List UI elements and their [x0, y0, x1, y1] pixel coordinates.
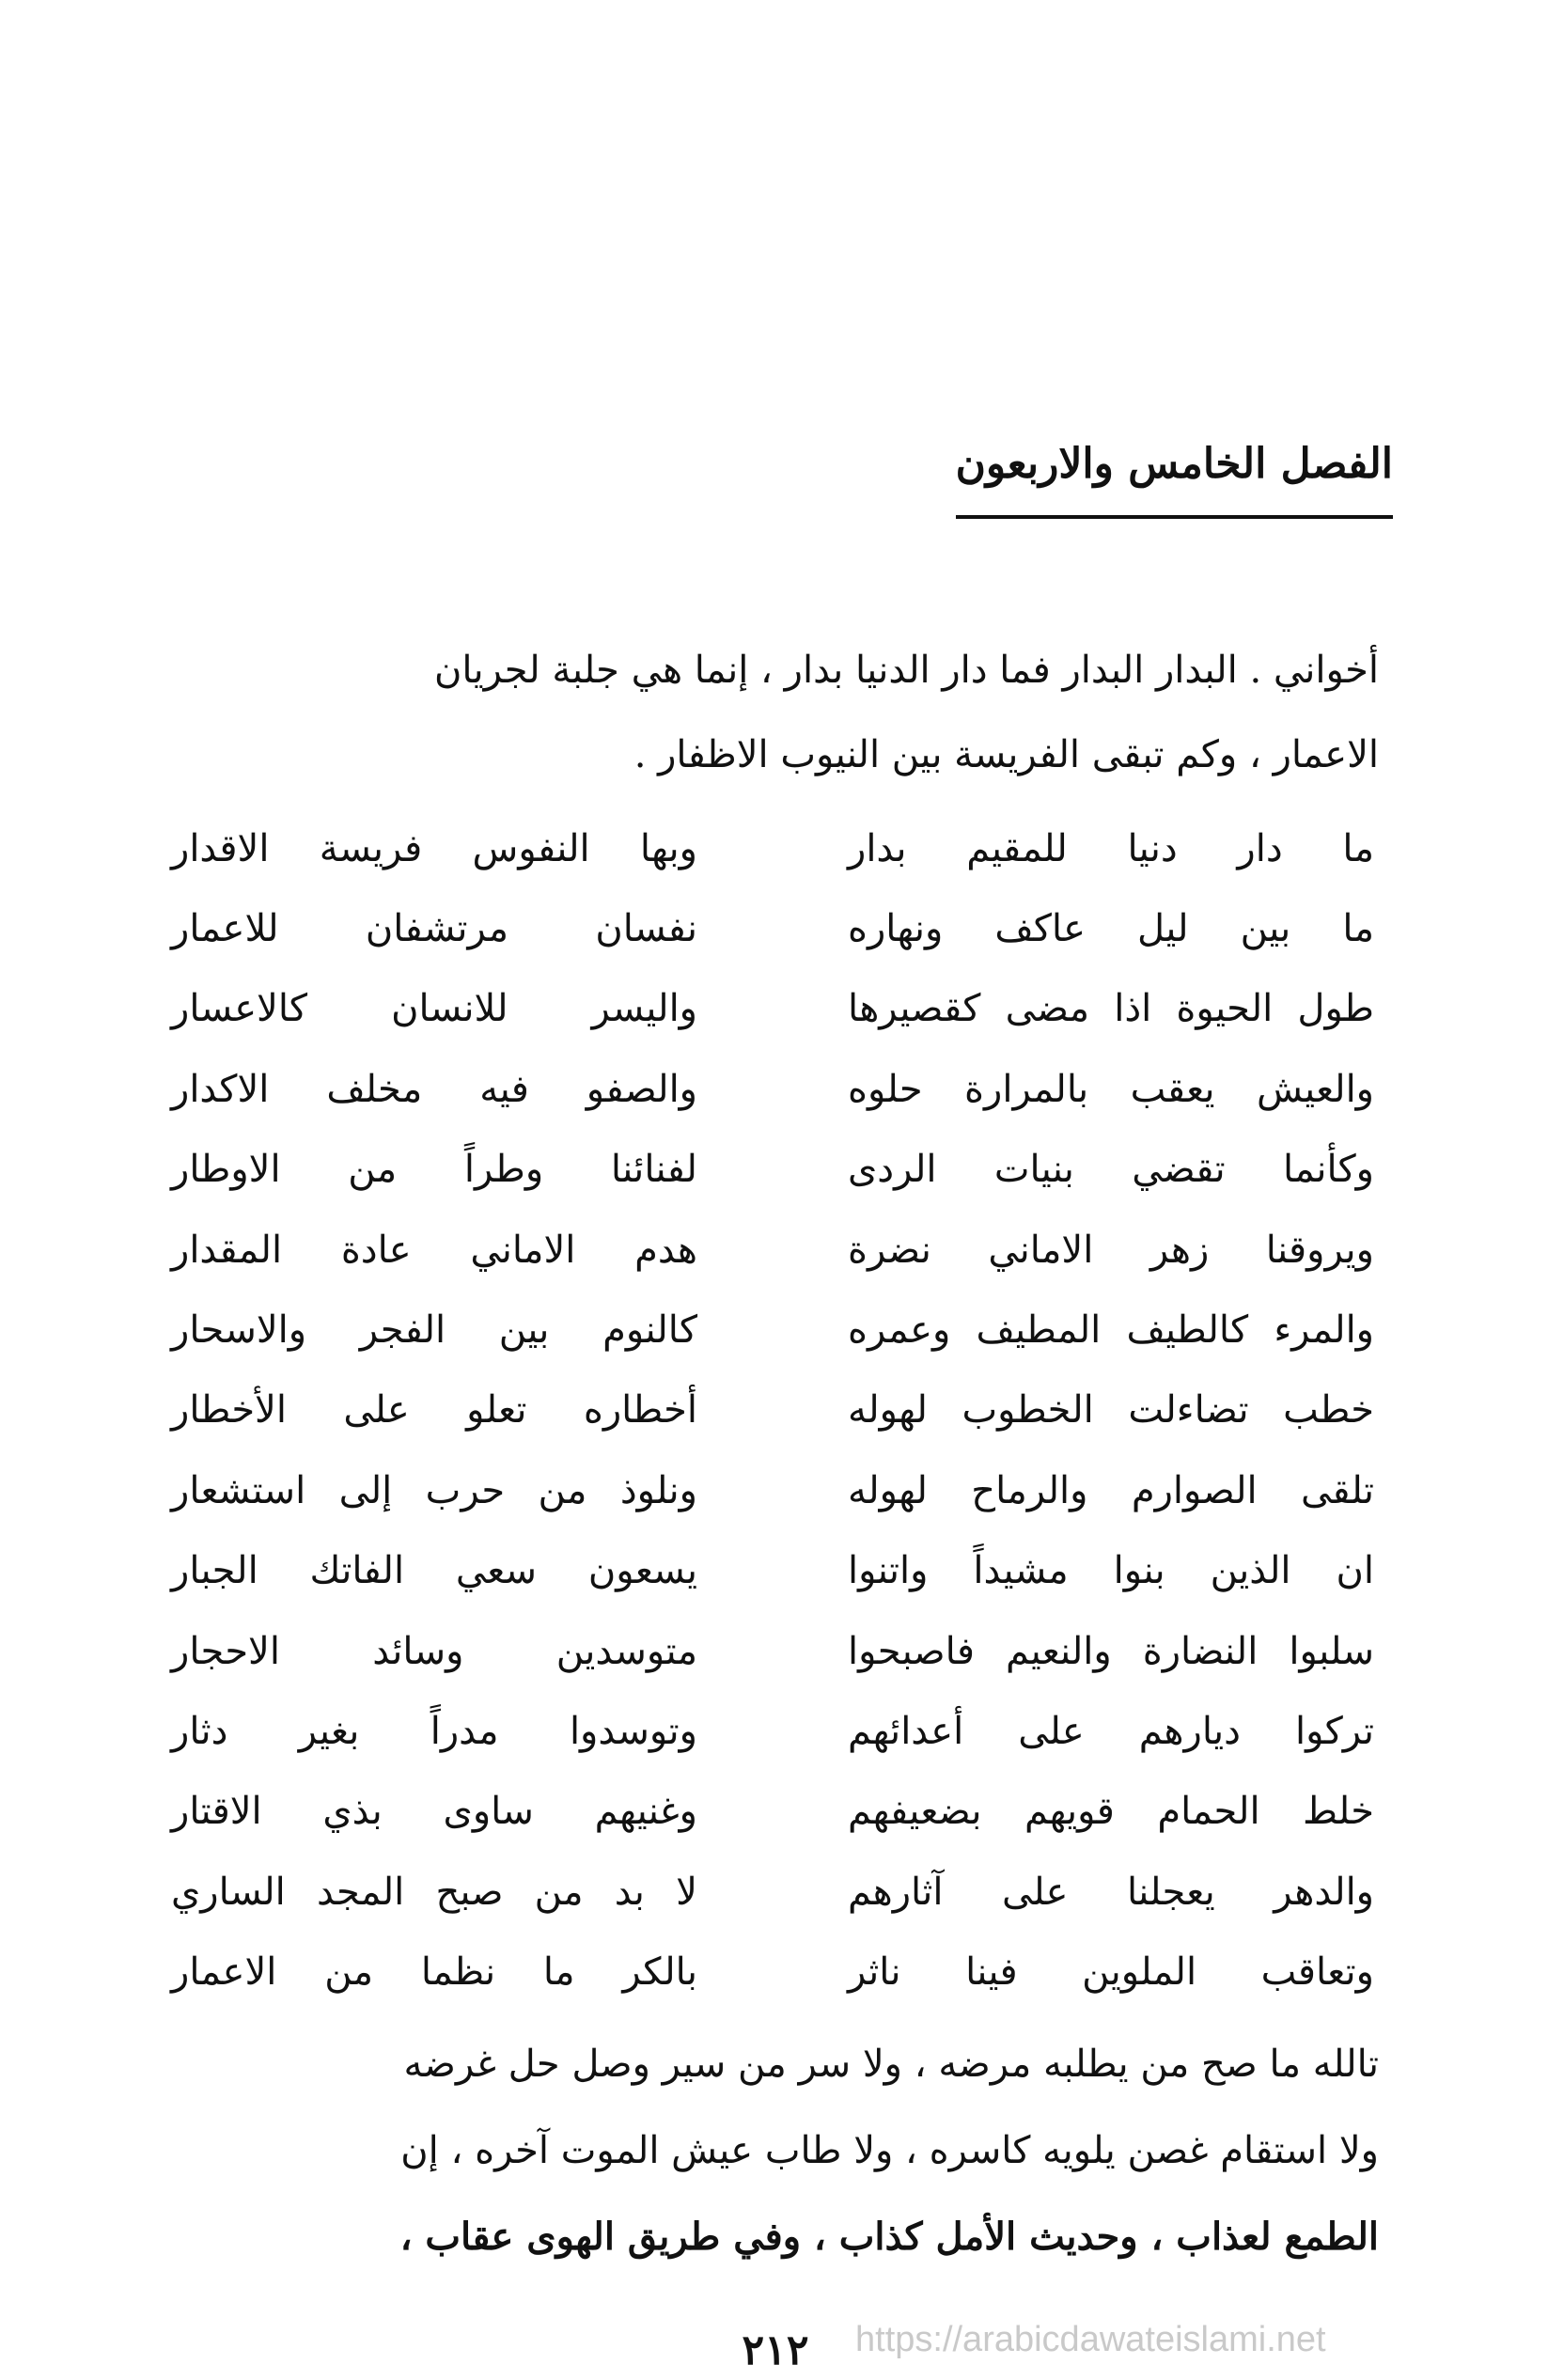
page-number: ٢١٢ — [742, 2326, 809, 2374]
verse-second-hemistich: واليسر للانسان كالاعسار — [171, 987, 697, 1031]
verse-first-hemistich: خلط الحمام قويهم بضعيفهم — [848, 1790, 1374, 1834]
verse-second-hemistich: أخطاره تعلو على الأخطار — [171, 1388, 697, 1433]
verse-first-hemistich: وكأنما تقضي بنيات الردى — [848, 1148, 1374, 1192]
verse-second-hemistich: متوسدين وسائد الاحجار — [171, 1629, 697, 1673]
closing-line: ولا استقام غصن يلويه كاسره ، ولا طاب عيش الموت آخره ، إن — [400, 2129, 1379, 2172]
verse-first-hemistich: تلقى الصوارم والرماح لهوله — [848, 1468, 1374, 1512]
verse — [171, 1852, 1374, 1932]
verse-second-hemistich: لفنائنا وطراً من الاوطار — [171, 1148, 697, 1192]
title-underline — [956, 515, 1393, 519]
verse-second-hemistich: يسعون سعي الفاتك الجبار — [171, 1549, 697, 1593]
verse-first-hemistich: ما دار دنيا للمقيم بدار — [848, 826, 1374, 870]
verse-first-hemistich: وتعاقب الملوين فينا ناثر — [848, 1950, 1374, 1995]
verse — [171, 808, 1374, 888]
verse-second-hemistich: بالكر ما نظما من الاعمار — [171, 1950, 697, 1995]
verse — [171, 1611, 1374, 1691]
verse — [171, 969, 1374, 1049]
verse — [171, 1290, 1374, 1370]
verse-first-hemistich: ان الذين بنوا مشيداً واتنوا — [848, 1549, 1374, 1593]
verse-second-hemistich: وبها النفوس فريسة الاقدار — [171, 826, 697, 870]
verse — [171, 1210, 1374, 1290]
verse — [171, 1450, 1374, 1530]
verse-first-hemistich: والعيش يعقب بالمرارة حلوه — [848, 1067, 1374, 1111]
verse — [171, 1932, 1374, 2012]
intro-line: الاعمار ، وكم تبقى الفريسة بين النيوب الاظفار . — [633, 733, 1379, 776]
verse-second-hemistich: وتوسدوا مدراً بغير دثار — [171, 1709, 697, 1753]
intro-paragraph — [166, 628, 1379, 797]
verse-first-hemistich: تركوا ديارهم على أعدائهم — [848, 1709, 1374, 1753]
verse-second-hemistich: هدم الاماني عادة المقدار — [171, 1228, 697, 1272]
verse — [171, 1691, 1374, 1771]
verse-first-hemistich: خطب تضاءلت الخطوب لهوله — [848, 1388, 1374, 1433]
verse — [171, 1049, 1374, 1129]
source-watermark: https://arabicdawateislami.net — [855, 2320, 1326, 2359]
verse-second-hemistich: وغنيهم ساوى بذي الاقتار — [171, 1790, 697, 1834]
closing-line: الطمع لعذاب ، وحديث الأمل كذاب ، وفي طريق الهوى عقاب ، — [399, 2215, 1379, 2259]
closing-paragraph — [166, 2021, 1379, 2280]
verse-second-hemistich: كالنوم بين الفجر والاسحار — [171, 1308, 697, 1353]
verse-first-hemistich: سلبوا النضارة والنعيم فاصبحوا — [848, 1629, 1374, 1673]
verse-second-hemistich: والصفو فيه مخلف الاكدار — [171, 1067, 697, 1111]
verse — [171, 1130, 1374, 1210]
verse-first-hemistich: والمرء كالطيف المطيف وعمره — [848, 1308, 1374, 1353]
closing-line: تالله ما صح من يطلبه مرضه ، ولا سر من سير وصل حل غرضه — [403, 2043, 1379, 2086]
verse-first-hemistich: ويروقنا زهر الاماني نضرة — [848, 1228, 1374, 1272]
verse-first-hemistich: ما بين ليل عاكف ونهاره — [848, 907, 1374, 951]
verse-second-hemistich: ونلوذ من حرب إلى استشعار — [171, 1468, 697, 1512]
poem — [171, 808, 1374, 2012]
verse — [171, 1531, 1374, 1611]
verse-first-hemistich: طول الحيوة اذا مضى كقصيرها — [848, 987, 1374, 1031]
intro-line: أخواني . البدار البدار فما دار الدنيا بدار ، إنما هي جلبة لجريان — [433, 649, 1379, 692]
verse-second-hemistich: لا بد من صبح المجد الساري — [171, 1870, 697, 1914]
chapter-title: الفصل الخامس والاربعون — [955, 440, 1393, 488]
verse-first-hemistich: والدهر يعجلنا على آثارهم — [848, 1870, 1374, 1914]
verse — [171, 1772, 1374, 1852]
verse — [171, 1370, 1374, 1450]
verse-second-hemistich: نفسان مرتشفان للاعمار — [171, 907, 697, 951]
verse — [171, 888, 1374, 968]
